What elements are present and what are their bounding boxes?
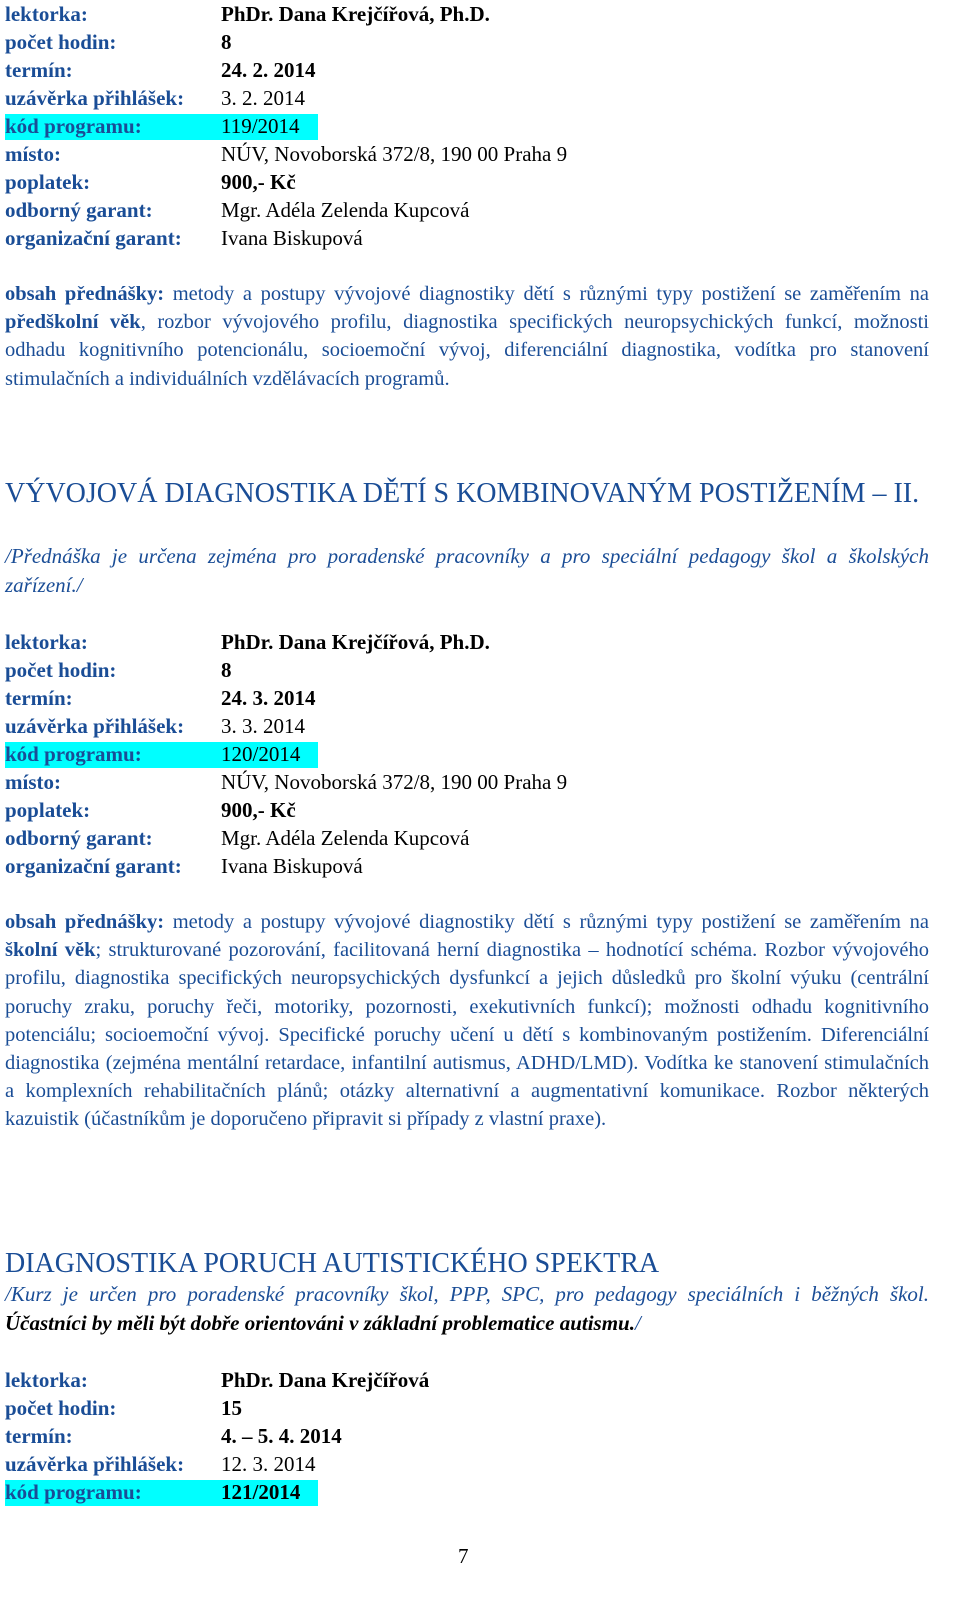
label-lecturer: lektorka: <box>5 1368 88 1392</box>
lecture-content <box>5 280 929 393</box>
value-lecturer: PhDr. Dana Krejčířová <box>221 1368 430 1392</box>
value-deadline: 3. 2. 2014 <box>221 86 305 110</box>
value-program-code: 120/2014 <box>221 742 301 766</box>
value-org-guarantor: Ivana Biskupová <box>221 854 363 878</box>
detail-row <box>5 1450 925 1478</box>
label-lecturer: lektorka: <box>5 630 88 654</box>
lecture-content <box>5 908 929 1134</box>
content-lead: obsah přednášky: <box>5 283 165 305</box>
label-fee: poplatek: <box>5 798 91 822</box>
value-org-guarantor: Ivana Biskupová <box>221 226 363 250</box>
detail-row <box>5 852 925 880</box>
audience-text: /Kurz je určen pro poradenské pracovníky škol, PPP, SPC, pro pedagogy speciálních i běžných škol. <box>5 1282 929 1306</box>
value-expert-guarantor: Mgr. Adéla Zelenda Kupcová <box>221 826 470 850</box>
detail-row <box>5 140 925 168</box>
audience-text-end: / <box>634 1310 641 1335</box>
label-fee: poplatek: <box>5 170 91 194</box>
value-expert-guarantor: Mgr. Adéla Zelenda Kupcová <box>221 198 470 222</box>
label-date: termín: <box>5 686 73 710</box>
content-text: metody a postupy vývojové diagnostiky dětí s různými typy postižení se zaměřením na <box>164 283 929 305</box>
label-program-code: kód programu: <box>5 1480 142 1504</box>
value-program-code: 119/2014 <box>221 114 300 138</box>
detail-row <box>5 1394 925 1422</box>
course-audience-note <box>5 1280 929 1337</box>
label-deadline: uzávěrka přihlášek: <box>5 714 185 738</box>
content-text: metody a postupy vývojové diagnostiky dětí s různými typy postižení se zaměřením na <box>164 911 929 933</box>
audience-requirement: Účastníci by měli být dobře orientováni v základní problematice autismu. <box>5 1310 635 1335</box>
course-title: VÝVOJOVÁ DIAGNOSTIKA DĚTÍ S KOMBINOVANÝM POSTIŽENÍM – II. <box>5 478 920 509</box>
detail-row <box>5 628 925 656</box>
detail-row-highlighted <box>5 112 925 140</box>
label-place: místo: <box>5 770 61 794</box>
detail-row <box>5 56 925 84</box>
detail-row <box>5 712 925 740</box>
label-expert-guarantor: odborný garant: <box>5 198 153 222</box>
value-fee: 900,- Kč <box>221 170 296 194</box>
content-emphasis: školní věk <box>5 939 96 962</box>
detail-row <box>5 0 925 28</box>
detail-row-highlighted <box>5 740 925 768</box>
label-org-guarantor: organizační garant: <box>5 226 182 250</box>
course-audience-note: /Přednáška je určena zejména pro poradenské pracovníky a pro speciální pedagogy škol a školských zařízení./ <box>5 544 929 597</box>
value-program-code: 121/2014 <box>221 1480 301 1504</box>
detail-row <box>5 1366 925 1394</box>
value-deadline: 3. 3. 2014 <box>221 714 305 738</box>
value-lecturer: PhDr. Dana Krejčířová, Ph.D. <box>221 630 490 654</box>
label-deadline: uzávěrka přihlášek: <box>5 86 185 110</box>
label-org-guarantor: organizační garant: <box>5 854 182 878</box>
course-title: DIAGNOSTIKA PORUCH AUTISTICKÉHO SPEKTRA <box>5 1248 660 1279</box>
label-lecturer: lektorka: <box>5 2 88 26</box>
value-deadline: 12. 3. 2014 <box>221 1452 316 1476</box>
detail-row <box>5 656 925 684</box>
detail-row <box>5 168 925 196</box>
value-date: 24. 2. 2014 <box>221 58 316 82</box>
detail-row <box>5 1422 925 1450</box>
detail-row <box>5 196 925 224</box>
detail-row <box>5 824 925 852</box>
detail-row <box>5 768 925 796</box>
content-emphasis: předškolní věk <box>5 311 141 334</box>
label-date: termín: <box>5 58 73 82</box>
label-hours: počet hodin: <box>5 30 117 54</box>
value-date: 4. – 5. 4. 2014 <box>221 1424 342 1448</box>
value-place: NÚV, Novoborská 372/8, 190 00 Praha 9 <box>221 770 568 794</box>
value-place: NÚV, Novoborská 372/8, 190 00 Praha 9 <box>221 142 568 166</box>
value-fee: 900,- Kč <box>221 798 296 822</box>
detail-row <box>5 796 925 824</box>
label-date: termín: <box>5 1424 73 1448</box>
detail-row <box>5 84 925 112</box>
content-text: ; strukturované pozorování, facilitovaná herní diagnostika – hodnotící schéma. Rozbor vývojového profilu, diagnostika specifických neuropsychických dysfunkcí a jejich důsledků pro školní výuku (centrální poruchy zraku, poruchy řeči, motoriky, pozornosti, exekutivních funkcí); možnosti odhadu kognitivního potenciálu; socioemoční vývoj. Specifické poruchy učení u dětí s kombinovaným postižením. Diferenciální diagnostika (zejména mentální retardace, infantilní autismus, ADHD/LMD). Vodítka ke stanovení stimulačních a komplexních rehabilitačních plánů; otázky alternativní a augmentativní komunikace. Rozbor některých kazuistik (účastníkům je doporučeno připravit si případy z vlastní praxe). <box>5 939 929 1131</box>
label-deadline: uzávěrka přihlášek: <box>5 1452 185 1476</box>
value-hours: 8 <box>221 30 232 54</box>
content-text: , rozbor vývojového profilu, diagnostika specifických neuropsychických funkcí, možnosti odhadu kognitivního potencionálu, socioemoční vývoj, diferenciální diagnostika, vodítka pro stanovení stimulačních a individuálních vzdělávacích programů. <box>5 311 930 390</box>
detail-row <box>5 28 925 56</box>
label-program-code: kód programu: <box>5 114 142 138</box>
label-place: místo: <box>5 142 61 166</box>
label-program-code: kód programu: <box>5 742 142 766</box>
page-number: 7 <box>458 1544 469 1568</box>
detail-row-highlighted <box>5 1478 925 1506</box>
content-lead: obsah přednášky: <box>5 911 165 933</box>
value-date: 24. 3. 2014 <box>221 686 316 710</box>
label-hours: počet hodin: <box>5 1396 117 1420</box>
value-hours: 15 <box>221 1396 242 1420</box>
detail-row <box>5 224 925 252</box>
label-expert-guarantor: odborný garant: <box>5 826 153 850</box>
value-hours: 8 <box>221 658 232 682</box>
detail-row <box>5 684 925 712</box>
label-hours: počet hodin: <box>5 658 117 682</box>
value-lecturer: PhDr. Dana Krejčířová, Ph.D. <box>221 2 490 26</box>
